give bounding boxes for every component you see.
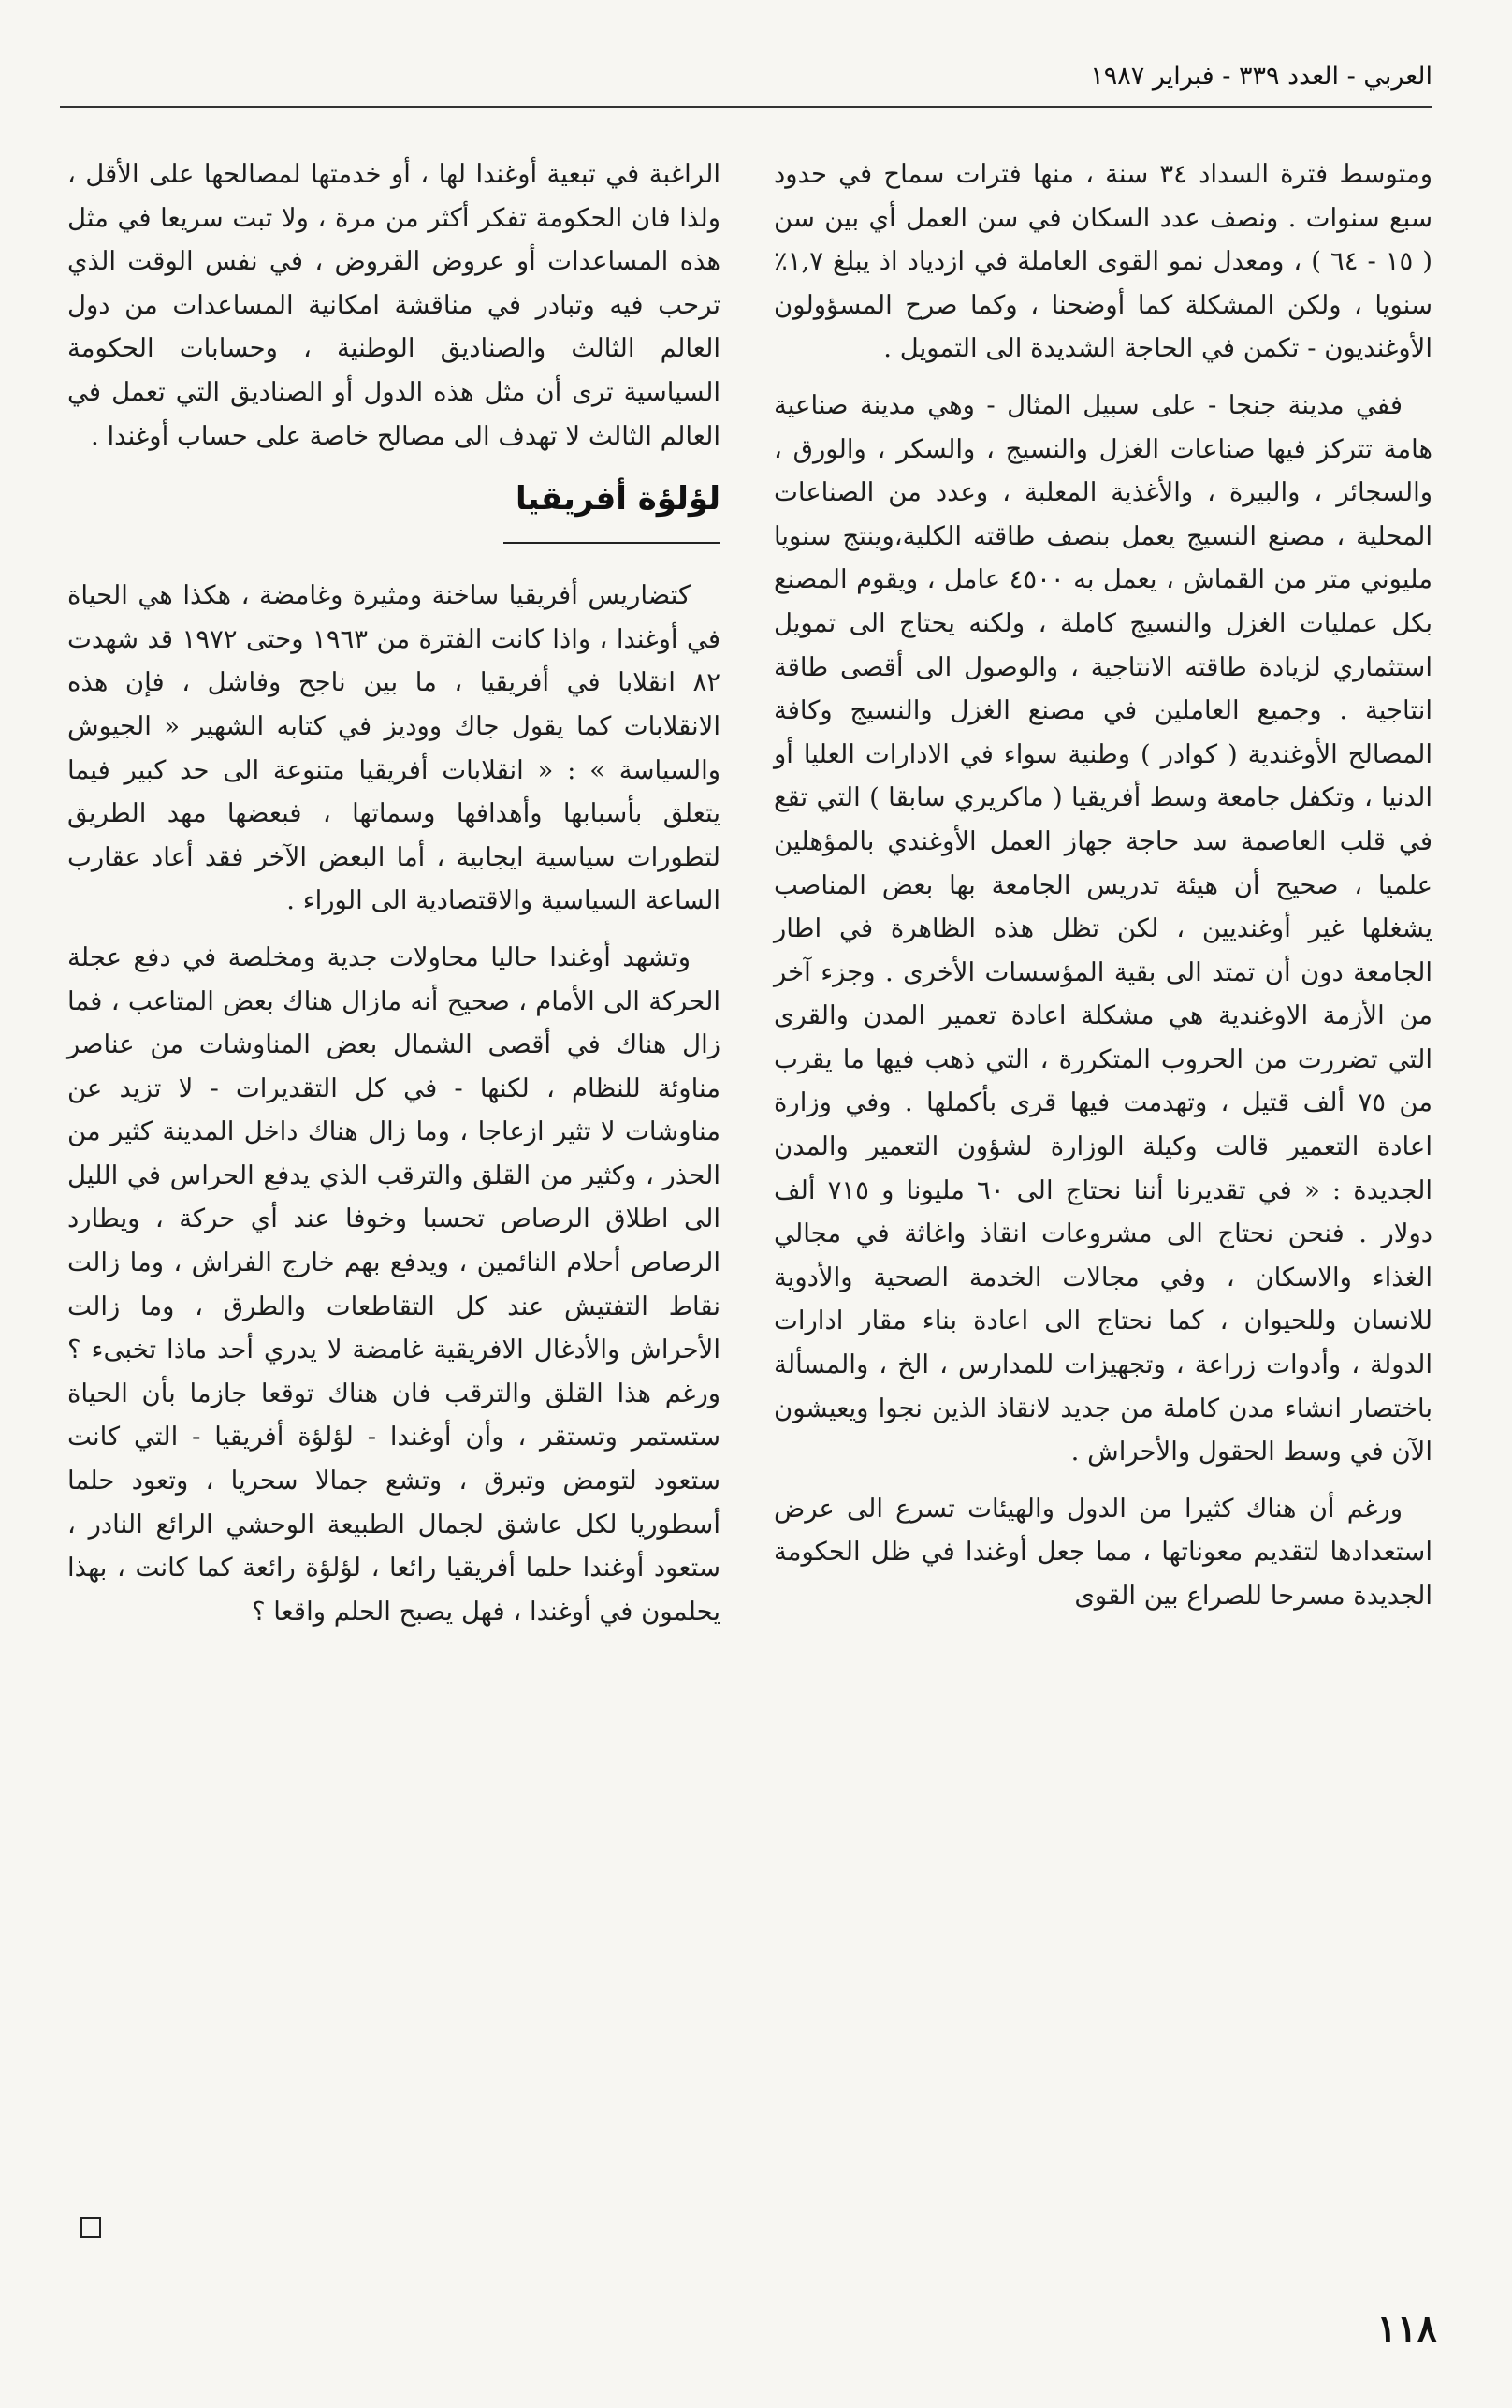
page-number: ١١٨ (1376, 2307, 1437, 2351)
right-column (774, 153, 1432, 1618)
left-paragraph-3: وتشهد أوغندا حاليا محاولات جدية ومخلصة في دفع عجلة الحركة الى الأمام ، صحيح أنه مازال هناك بعض المتاعب ، فما زال هناك في أقصى الشمال بعض المناوشات من عناصر مناوئة للنظام ، لكنها - في كل التقديرات - لا تزيد عن مناوشات لا تثير ازعاجا ، وما زال هناك داخل المدينة كثير من الحذر ، وكثير من القلق والترقب الذي يدفع الحراس في الليل الى اطلاق الرصاص تحسبا وخوفا عند أي حركة ، ويطارد الرصاص أحلام النائمين ، ويدفع بهم خارج الفراش ، وما زالت نقاط التفتيش عند كل التقاطعات والطرق ، وما زالت الأحراش والأدغال الافريقية غامضة لا يدري أحد ماذا تخبىء ؟ ورغم هذا القلق والترقب فان هناك توقعا جازما بأن الحياة ستستمر وتستقر ، وأن أوغندا - لؤلؤة أفريقيا - التي كانت ستعود لتومض وتبرق ، وتشع جمالا سحريا ، وتعود حلما أسطوريا لكل عاشق لجمال الطبيعة الوحشي الرائع النادر ، ستعود أوغندا حلما أفريقيا رائعا ، لؤلؤة رائعة كما كانت ، بهذا يحلمون في أوغندا ، فهل يصبح الحلم واقعا ؟ (67, 941, 720, 1627)
running-header: العربي - العدد ٣٣٩ - فبراير ١٩٨٧ (1090, 62, 1432, 91)
left-column (67, 153, 720, 1633)
header-rule (60, 106, 1432, 108)
end-of-article-square-icon (80, 2217, 101, 2238)
right-paragraph-2: ففي مدينة جنجا - على سبيل المثال - وهي مدينة صناعية هامة تتركز فيها صناعات الغزل والنسيج ، والسكر ، والورق ، والسجائر ، والبيرة ، والأغذية المعلبة ، وعدد من الصناعات المحلية ، مصنع النسيج يعمل بنصف طاقته الكلية،وينتج سنويا مليوني متر من القماش ، يعمل به ٤٥٠٠ عامل ، ويقوم المصنع بكل عمليات الغزل والنسيج كاملة ، ولكنه يحتاج الى تمويل استثماري لزيادة طاقته الانتاجية ، والوصول الى أقصى طاقة انتاجية . وجميع العاملين في مصنع الغزل والنسيج وكافة المصالح الأوغندية ( كوادر ) وطنية سواء في الادارات العليا أو الدنيا ، وتكفل جامعة وسط أفريقيا ( ماكريري سابقا ) التي تقع في قلب العاصمة سد حاجة جهاز العمل الأوغندي بالمؤهلين علميا ، صحيح أن هيئة تدريس الجامعة بها بعض المناصب يشغلها غير أوغنديين ، لكن تظل هذه الظاهرة في اطار الجامعة دون أن تمتد الى بقية المؤسسات الأخرى . وجزء آخر من الأزمة الاوغندية هي مشكلة اعادة تعمير المدن والقرى التي تضررت من الحروب المتكررة ، التي ذهب فيها ما يقرب من ٧٥ ألف قتيل ، وتهدمت فيها قرى بأكملها . وفي وزارة اعادة التعمير قالت وكيلة الوزارة لشؤون التعمير والمدن الجديدة : « في تقديرنا أننا نحتاج الى ٦٠ مليونا و ٧١٥ ألف دولار . فنحن نحتاج الى مشروعات انقاذ واغاثة في مجالي الغذاء والاسكان ، وفي مجالات الخدمة الصحية والأدوية للانسان وللحيوان ، كما نحتاج الى اعادة بناء مقار ادارات الدولة ، وأدوات زراعة ، وتجهيزات للمدارس ، الخ ، والمسألة باختصار انشاء مدن كاملة من جديد لانقاذ الذين نجوا ويعيشون الآن في وسط الحقول والأحراش . (774, 389, 1433, 1467)
right-paragraph-1: ومتوسط فترة السداد ٣٤ سنة ، منها فترات سماح في حدود سبع سنوات . ونصف عدد السكان في سن العمل أي بين سن ( ١٥ - ٦٤ ) ، ومعدل نمو القوى العاملة في ازدياد اذ يبلغ ١,٧٪ سنويا ، ولكن المشكلة كما أوضحنا ، وكما صرح المسؤولون الأوغنديون - تكمن في الحاجة الشديدة الى التمويل . (774, 159, 1432, 364)
right-paragraph-3: ورغم أن هناك كثيرا من الدول والهيئات تسرع الى عرض استعدادها لتقديم معوناتها ، مما جعل أوغندا في ظل الحكومة الجديدة مسرحا للصراع بين القوى (774, 1493, 1432, 1611)
left-paragraph-1: الراغبة في تبعية أوغندا لها ، أو خدمتها لمصالحها على الأقل ، ولذا فان الحكومة تفكر أكثر من مرة ، ولا تبت سريعا في مثل هذه المساعدات أو عروض القروض ، في نفس الوقت الذي ترحب فيه وتبادر في مناقشة امكانية المساعدات من دول العالم الثالث والصناديق الوطنية ، وحسابات الحكومة السياسية ترى أن مثل هذه الدول أو الصناديق التي تعمل في العالم الثالث لا تهدف الى مصالح خاصة على حساب أوغندا . (67, 159, 720, 451)
section-heading: لؤلؤة أفريقيا (503, 474, 720, 544)
left-paragraph-2: كتضاريس أفريقيا ساخنة ومثيرة وغامضة ، هكذا هي الحياة في أوغندا ، واذا كانت الفترة من ١٩٦٣ وحتى ١٩٧٢ قد شهدت ٨٢ انقلابا في أفريقيا ، ما بين ناجح وفاشل ، فإن هذه الانقلابات كما يقول جاك ووديز في كتابه الشهير « الجيوش والسياسة » : « انقلابات أفريقيا متنوعة الى حد كبير فيما يتعلق بأسبابها وأهدافها وسماتها ، فبعضها مهد الطريق لتطورات سياسية ايجابية ، أما البعض الآخر فقد أعاد عقارب الساعة السياسية والاقتصادية الى الوراء . (67, 580, 721, 916)
